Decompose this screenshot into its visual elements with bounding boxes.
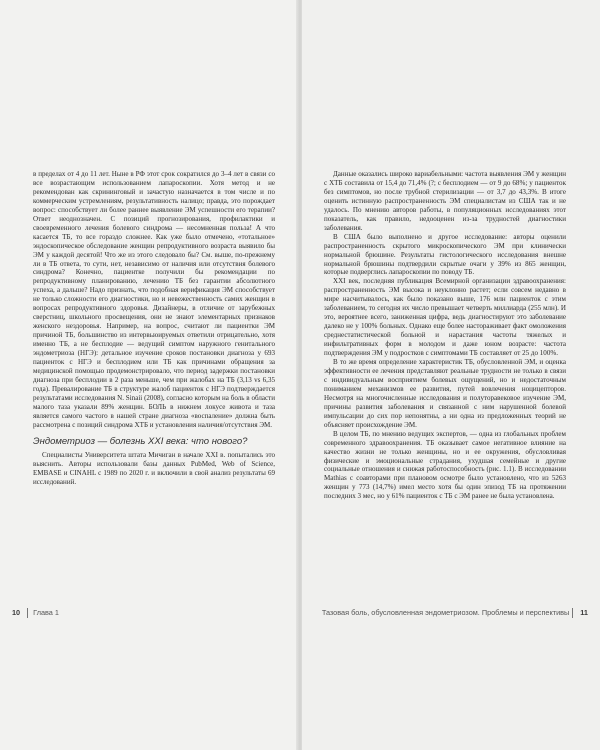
chapter-label: Глава 1 — [33, 608, 59, 617]
paragraph: XXI век, последняя публикация Всемирной организации здравоохранения: распространенность ЭМ высока и неуклонно растет; если совсем недавно в мире насчитывалось, как было показано выше, 176 млн пациенток с этим заболеванием, то сегодня их число превышает четверть миллиарда (255 млн). И это, вероятнее всего, заниженная цифра, ведь диагностируют это заболевание далеко не у 100% больных. Однако еще более настораживает факт омоложения среднестатистической больной и нарастания частоты тяжелых и инфильтративных форм в молодом и даже юном возрасте: частота подтверждения ЭМ у подростков с симптомами ТБ составляет от 25 до 100%. — [324, 277, 566, 358]
paragraph: Специалисты Университета штата Мичиган в начале XXI в. попытались это выяснить. Авторы использовали базы данных PubMed, Web of Science, EMBASE и CINAHL с 1989 по 2020 г. и включили в свой анализ результаты 69 исследований. — [33, 450, 275, 486]
right-page-footer — [322, 608, 588, 618]
footer-divider — [27, 608, 28, 618]
right-page — [302, 0, 600, 750]
page-number-left: 10 — [12, 608, 21, 617]
page-number-right: 11 — [580, 608, 588, 617]
left-text-column — [33, 170, 275, 486]
right-text-column — [324, 170, 566, 501]
left-page-footer — [12, 608, 59, 618]
running-title: Тазовая боль, обусловленная эндометриозом. Проблемы и перспективы — [321, 608, 570, 617]
paragraph: В США было выполнено и другое исследование: авторы оценили распространенность скрытого микроскопического ЭМ при клинически нормальной брюшине. Результаты гистологического исследования внешне нормальной брюшины подтвердили скрытые очаги у 39% из 865 женщин, которые подверглись лапароскопии по поводу ТБ. — [324, 232, 566, 277]
footer-divider — [572, 608, 573, 618]
left-page — [0, 0, 298, 750]
paragraph: В то же время определение характеристик ТБ, обусловленной ЭМ, и оценка эффективности ее лечения представляют реальные трудности не только в связи с индивидуальным восприятием болевых ощущений, но и недостаточным пониманием механизмов ее развития, путей вовлечения ноцицепторов. Несмотря на многочисленные исследования и полуторавековое изучение ЭМ, причины развития заболевания и связанной с ним нарушенной болевой импульсации до сих пор непонятны, а ни одна из предложенных теорий не объясняет происхождение ЭМ. — [324, 358, 566, 429]
paragraph: Данные оказались широко вариабельными: частота выявления ЭМ у женщин с ХТБ составила от 15,4 до 71,4% (?; с бесплодием — от 9 до 68%; у пациенток без симптомов, но после трубной стерилизации — от 3,7 до 43,3%. В итоге оценить истинную распространенность ЭМ специалистам из США так и не удалось. По мнению авторов работы, в популяционных исследованиях этот показатель, как правило, недооценен из-за трудностей диагностики заболевания. — [324, 170, 566, 232]
paragraph: в пределах от 4 до 11 лет. Ныне в РФ этот срок сократился до 3–4 лет в связи со все возрастающим использованием лапароскопии. Хотя метод и не рекомендован как скрининговый и зачастую назначается в том числе и по коммерческим устремлениям, результативность налицо; правда, это порождает вопрос: способствует ли более раннее выявление ЭМ успешности его терапии? Ответ неоднозначен. С позиций прогнозирования, профилактики и своевременного лечения болевого синдрома — несомненная польза! А что касается ТБ, то все гораздо сложнее. Как уже было отмечено, «тотальное» эндоскопическое обследование женщин репродуктивного возраста выявило бы ЭМ у каждой десятой! Что же из этого следовало бы? См. выше, по-прежнему ли в ТБ ответа, то сути, нет, независимо от наличия или отсутствия болевого синдрома? Конечно, пациентке получили бы рекомендации по репродуктивному планированию, лечению ТБ без гарантии абсолютного успеха, а дальше? Надо признать, что подобная верификация ЭМ способствует не только сложности его диагностики, но и невежественность самих женщин в вопросах репродуктивного здоровья. Дизайнеры, в отличие от зарубежных сверстниц, школьного просвещения, они не знают элементарных признаков женского нездоровья. Например, на вопрос, считают ли пациентки ЭМ причиной ТБ, большинство из интервьюируемых ответили отрицательно, хотя именно ТБ, а не бесплодие — ведущий симптом наружного генитального эндометриоза (НГЭ): детальное изучение сроков постановки диагноза у 693 пациенток с НГЭ и бесплодием или ТБ как причинами обращения за медицинской помощью продемонстрировало, что период задержки постановки диагноза при бесплодии в 2 раза меньше, чем при жалобах на ТБ (3,13 vs 6,35 года). Превалирование ТБ в структуре жалоб пациенток с НГЭ подтверждается результатами исследования N. Sinaii (2008), согласно которым на боль в области малого таза указали 89% женщин. БОЛЬ в нижнем локусе живота и таза является самого частого в нашей стране диагноза «воспаление» должна быть рассмотрена с позиций синдрома ХТБ и установления наличия/отсутствия ЭМ. — [33, 170, 275, 429]
paragraph: В целом ТБ, по мнению ведущих экспертов, — одна из глобальных проблем современного здравоохранения. ТБ оказывает самое негативное влияние на качество жизни не только женщины, но и ее окружения, обусловливая физические и эмоциональные страдания, ухудшая семейные и другие социальные отношения и снижая работоспособность (рис. 1.1). В исследовании Mathias с соавторами при плановом осмотре было установлено, что из 5263 женщин у 773 (14,7%) имел место хотя бы один эпизод ТБ на протяжении последних 3 мес, но у 61% пациенток с ТБ с ЭМ ранее не была установлена. — [324, 429, 566, 501]
section-subheading: Эндометриоз — болезнь XXI века: что нового? — [33, 435, 248, 447]
